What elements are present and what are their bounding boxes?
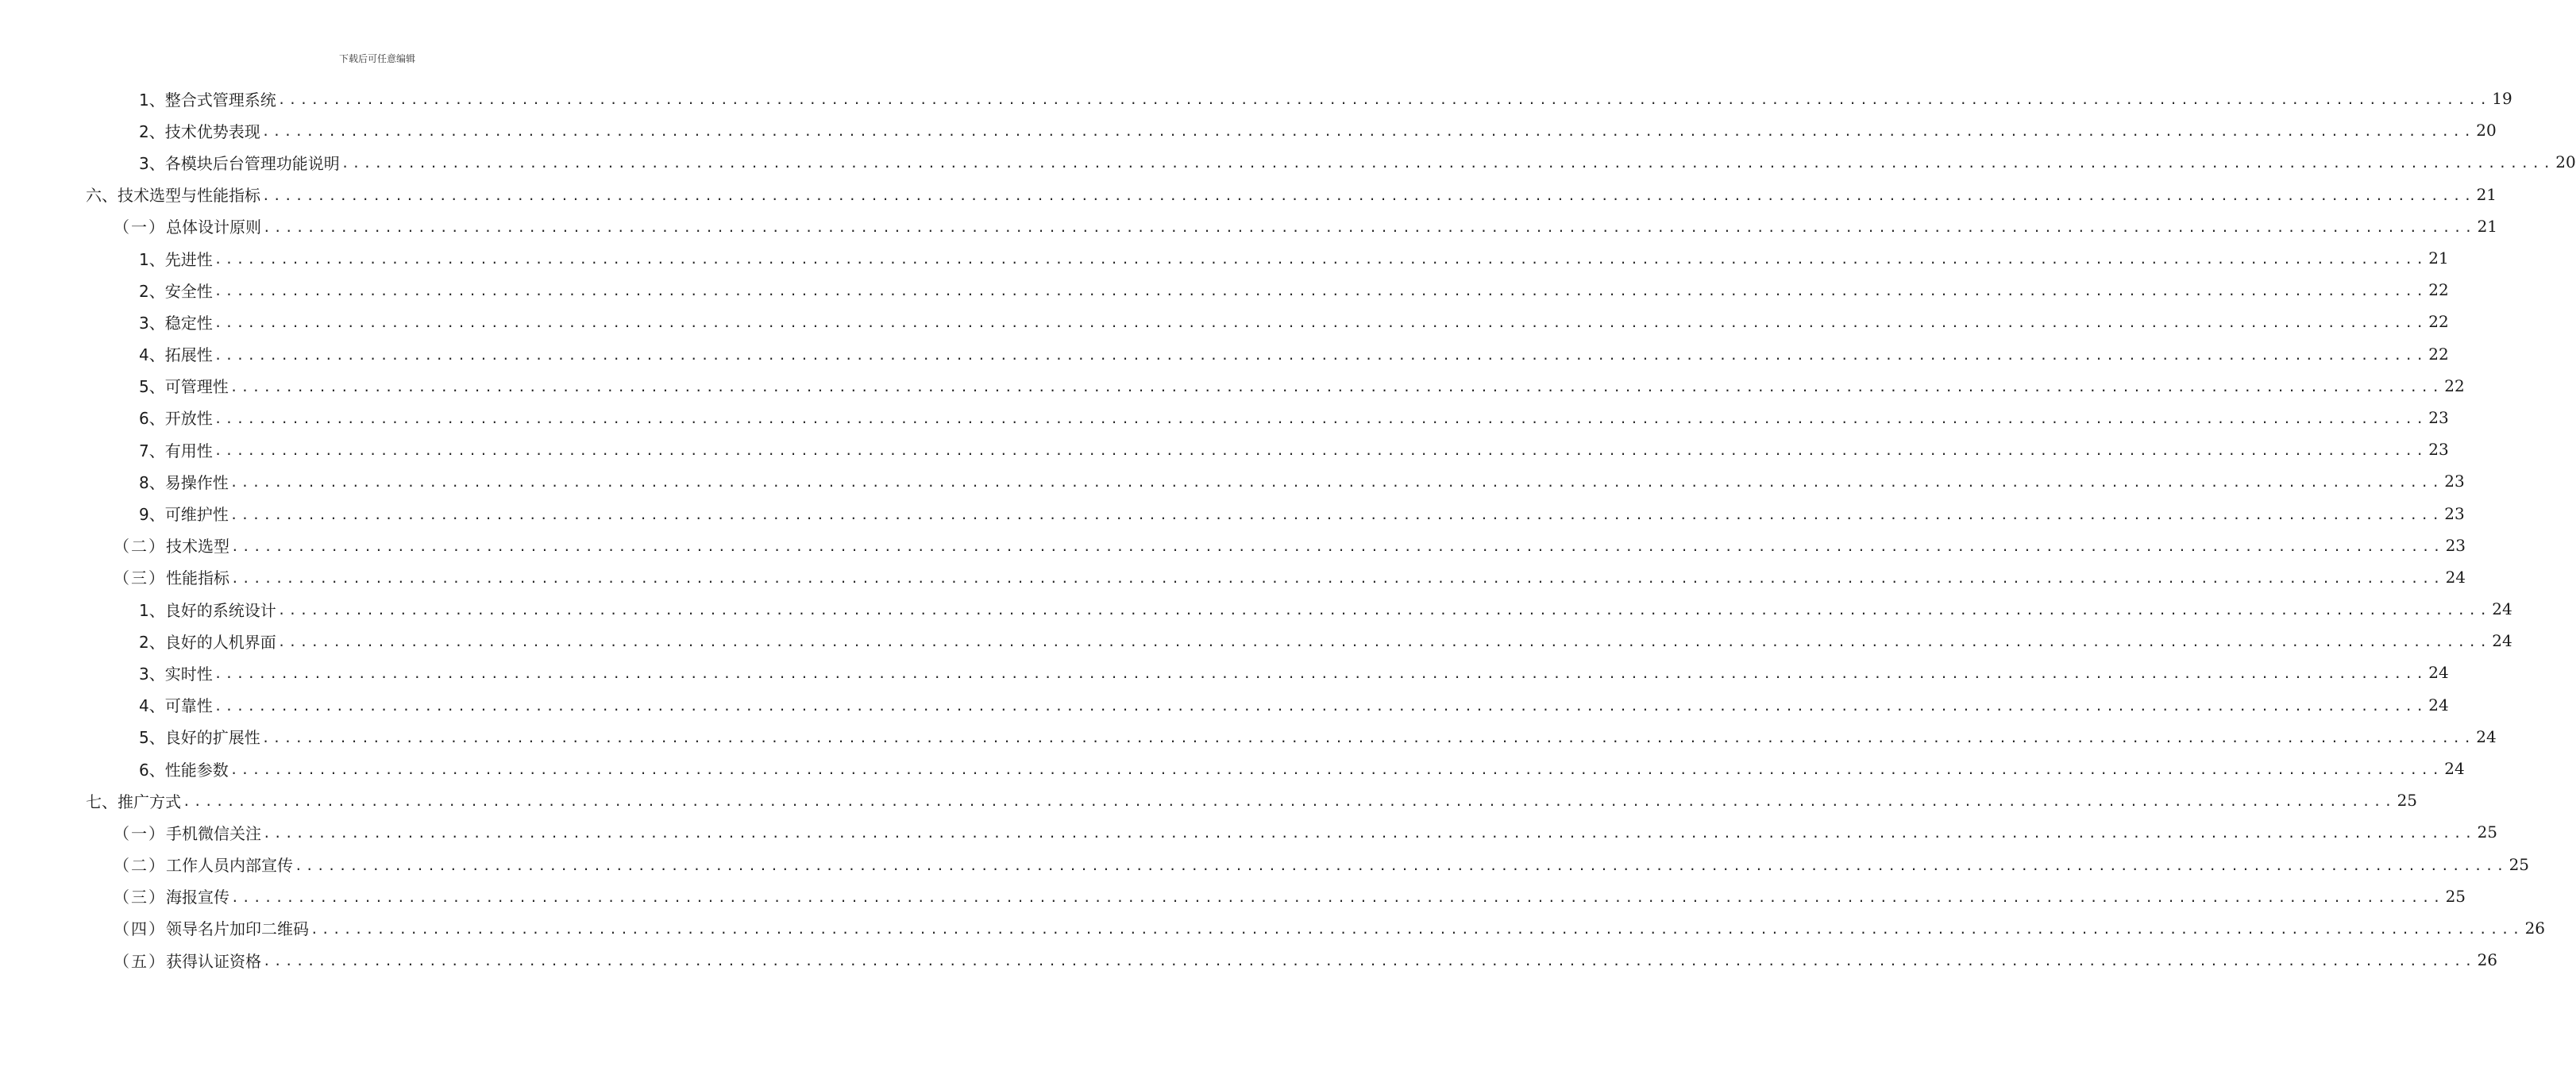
toc-dot-leader: ........................................................................................................................................................................................................ (262, 187, 2475, 203)
toc-entry[interactable] (0, 689, 2449, 721)
toc-entry[interactable] (0, 465, 2465, 497)
table-of-contents (0, 83, 2576, 976)
toc-page-number: 23 (2428, 407, 2449, 427)
toc-dot-leader: ........................................................................................................................................................................................................ (214, 410, 2428, 426)
toc-dot-leader: ........................................................................................................................................................................................................ (214, 443, 2428, 459)
toc-entry-title: 技术选型 (166, 537, 229, 557)
toc-entry-number: （五） (114, 951, 166, 971)
toc-entry-title: 良好的人机界面 (164, 632, 276, 652)
toc-entry[interactable] (0, 561, 2466, 593)
toc-entry[interactable] (0, 306, 2449, 337)
toc-entry[interactable] (0, 146, 2576, 178)
toc-page-number: 20 (2476, 121, 2497, 141)
toc-entry-title: 易操作性 (164, 472, 229, 492)
toc-entry-number: 7、 (139, 441, 165, 460)
toc-entry[interactable] (0, 179, 2497, 210)
toc-page-number: 22 (2444, 376, 2465, 395)
toc-page-number: 21 (2477, 216, 2498, 236)
toc-page-number: 25 (2445, 886, 2466, 906)
toc-dot-leader: ........................................................................................................................................................................................................ (229, 762, 2443, 778)
toc-entry-title: 领导名片加印二维码 (166, 919, 309, 939)
toc-entry[interactable] (0, 880, 2466, 912)
toc-page-number: 25 (2397, 791, 2418, 811)
toc-entry[interactable] (0, 944, 2498, 976)
toc-dot-leader: ........................................................................................................................................................................................................ (277, 634, 2491, 650)
toc-dot-leader: ........................................................................................................................................................................................................ (295, 857, 2508, 873)
toc-entry[interactable] (0, 593, 2512, 625)
toc-entry[interactable] (0, 530, 2466, 561)
toc-entry[interactable] (0, 784, 2418, 816)
toc-dot-leader: ........................................................................................................................................................................................................ (229, 379, 2443, 395)
toc-entry[interactable] (0, 402, 2449, 433)
toc-page-number: 23 (2444, 472, 2465, 491)
toc-entry-title: 总体设计原则 (166, 218, 261, 237)
toc-dot-leader: ........................................................................................................................................................................................................ (214, 315, 2428, 331)
toc-entry[interactable] (0, 242, 2449, 274)
toc-dot-leader: ........................................................................................................................................................................................................ (214, 252, 2428, 268)
toc-entry-title: 可管理性 (164, 377, 229, 397)
toc-dot-leader: ........................................................................................................................................................................................................ (341, 156, 2555, 171)
toc-entry-number: （二） (114, 856, 166, 876)
toc-entry-number: 4、 (139, 345, 165, 365)
toc-entry-title: 海报宣传 (166, 888, 229, 907)
toc-dot-leader: ........................................................................................................................................................................................................ (214, 283, 2428, 299)
toc-page-number: 24 (2428, 663, 2449, 683)
toc-entry[interactable] (0, 433, 2449, 465)
toc-entry-number: （三） (114, 888, 166, 907)
toc-entry-title: 整合式管理系统 (164, 90, 276, 110)
toc-page-number: 26 (2524, 918, 2546, 938)
toc-entry-number: 1、 (139, 600, 165, 620)
toc-entry[interactable] (0, 497, 2465, 529)
toc-dot-leader: ........................................................................................................................................................................................................ (310, 921, 2524, 937)
toc-dot-leader: ........................................................................................................................................................................................................ (231, 570, 2444, 586)
toc-entry-number: （一） (114, 218, 166, 237)
toc-page-number: 23 (2444, 503, 2465, 523)
toc-entry-number: 6、 (139, 760, 165, 780)
toc-entry-title: 可靠性 (164, 696, 213, 716)
toc-entry[interactable] (0, 849, 2530, 880)
toc-entry[interactable] (0, 83, 2512, 114)
toc-page-number: 24 (2428, 695, 2449, 715)
toc-page-number: 24 (2492, 631, 2512, 651)
toc-dot-leader: ........................................................................................................................................................................................................ (183, 794, 2396, 810)
toc-entry-title: 各模块后台管理功能说明 (164, 153, 340, 173)
toc-entry[interactable] (0, 338, 2449, 370)
toc-page-number: 21 (2476, 184, 2497, 204)
toc-entry[interactable] (0, 753, 2465, 784)
toc-entry[interactable] (0, 912, 2546, 944)
toc-entry-title: 良好的扩展性 (164, 728, 260, 748)
toc-entry-number: 8、 (139, 472, 165, 492)
toc-entry-title: 先进性 (164, 249, 213, 269)
toc-dot-leader: ........................................................................................................................................................................................................ (261, 730, 2475, 745)
toc-entry-title: 手机微信关注 (166, 823, 261, 843)
toc-entry-number: 3、 (139, 153, 165, 173)
toc-dot-leader: ........................................................................................................................................................................................................ (229, 507, 2443, 522)
toc-entry[interactable] (0, 657, 2449, 688)
toc-page-number: 25 (2509, 854, 2530, 874)
toc-page-number: 24 (2444, 759, 2465, 779)
toc-entry-number: （三） (114, 568, 166, 588)
toc-entry-number: （四） (114, 919, 166, 939)
toc-entry[interactable] (0, 370, 2465, 402)
toc-page-number: 21 (2428, 248, 2449, 268)
toc-entry-title: 推广方式 (118, 792, 181, 811)
toc-entry-title: 开放性 (164, 409, 213, 429)
toc-dot-leader: ........................................................................................................................................................................................................ (263, 826, 2476, 842)
toc-dot-leader: ........................................................................................................................................................................................................ (261, 124, 2475, 140)
toc-entry-number: 6、 (139, 409, 165, 429)
toc-page-number: 22 (2428, 312, 2449, 332)
toc-entry-title: 性能参数 (164, 760, 229, 780)
toc-dot-leader: ........................................................................................................................................................................................................ (277, 603, 2491, 618)
toc-page-number: 23 (2428, 440, 2449, 460)
toc-page-number: 26 (2477, 950, 2498, 970)
toc-entry-number: 3、 (139, 313, 165, 333)
toc-entry-number: 2、 (139, 281, 165, 301)
toc-page-number: 20 (2555, 152, 2576, 172)
toc-entry-title: 实时性 (164, 664, 213, 684)
toc-dot-leader: ........................................................................................................................................................................................................ (263, 953, 2476, 969)
toc-dot-leader: ........................................................................................................................................................................................................ (229, 475, 2443, 491)
toc-dot-leader: ........................................................................................................................................................................................................ (263, 219, 2476, 235)
toc-dot-leader: ........................................................................................................................................................................................................ (277, 92, 2491, 108)
toc-page-number: 24 (2476, 726, 2497, 746)
toc-page-number: 22 (2428, 344, 2449, 364)
toc-page-number: 22 (2428, 280, 2449, 300)
toc-entry-number: 七、 (86, 792, 118, 811)
toc-entry-number: 六、 (86, 186, 118, 206)
toc-entry-title: 性能指标 (166, 568, 229, 588)
toc-entry-number: 1、 (139, 90, 165, 110)
toc-dot-leader: ........................................................................................................................................................................................................ (214, 666, 2428, 682)
toc-dot-leader: ........................................................................................................................................................................................................ (231, 538, 2444, 554)
toc-entry[interactable] (0, 816, 2498, 848)
toc-entry-title: 获得认证资格 (166, 951, 261, 971)
toc-entry[interactable] (0, 625, 2512, 657)
toc-entry-title: 工作人员内部宣传 (166, 856, 293, 876)
toc-entry-title: 可维护性 (164, 505, 229, 525)
toc-page-number: 24 (2445, 567, 2466, 587)
toc-page-number: 25 (2477, 822, 2498, 842)
toc-entry-title: 有用性 (164, 441, 213, 460)
toc-entry[interactable] (0, 114, 2497, 146)
toc-entry-title: 技术选型与性能指标 (118, 186, 260, 206)
toc-entry-number: 5、 (139, 728, 165, 748)
toc-entry-number: 9、 (139, 505, 165, 525)
toc-entry-number: 2、 (139, 121, 165, 141)
toc-entry[interactable] (0, 210, 2498, 242)
toc-entry-number: （一） (114, 823, 166, 843)
toc-entry[interactable] (0, 274, 2449, 306)
toc-entry[interactable] (0, 721, 2497, 753)
toc-entry-title: 安全性 (164, 281, 213, 301)
toc-entry-title: 稳定性 (164, 313, 213, 333)
toc-entry-number: 4、 (139, 696, 165, 716)
toc-page-number: 24 (2492, 599, 2512, 619)
toc-entry-title: 技术优势表现 (164, 121, 260, 141)
toc-dot-leader: ........................................................................................................................................................................................................ (231, 889, 2444, 905)
toc-dot-leader: ........................................................................................................................................................................................................ (214, 698, 2428, 714)
toc-entry-number: 5、 (139, 377, 165, 397)
toc-entry-title: 良好的系统设计 (164, 600, 276, 620)
toc-entry-number: 1、 (139, 249, 165, 269)
toc-entry-title: 拓展性 (164, 345, 213, 365)
toc-entry-number: （二） (114, 537, 166, 557)
page-header: 下载后可任意编辑 (338, 53, 415, 64)
toc-page-number: 19 (2492, 89, 2512, 109)
toc-page-number: 23 (2445, 535, 2466, 555)
toc-dot-leader: ........................................................................................................................................................................................................ (214, 347, 2428, 363)
toc-entry-number: 3、 (139, 664, 165, 684)
toc-entry-number: 2、 (139, 632, 165, 652)
